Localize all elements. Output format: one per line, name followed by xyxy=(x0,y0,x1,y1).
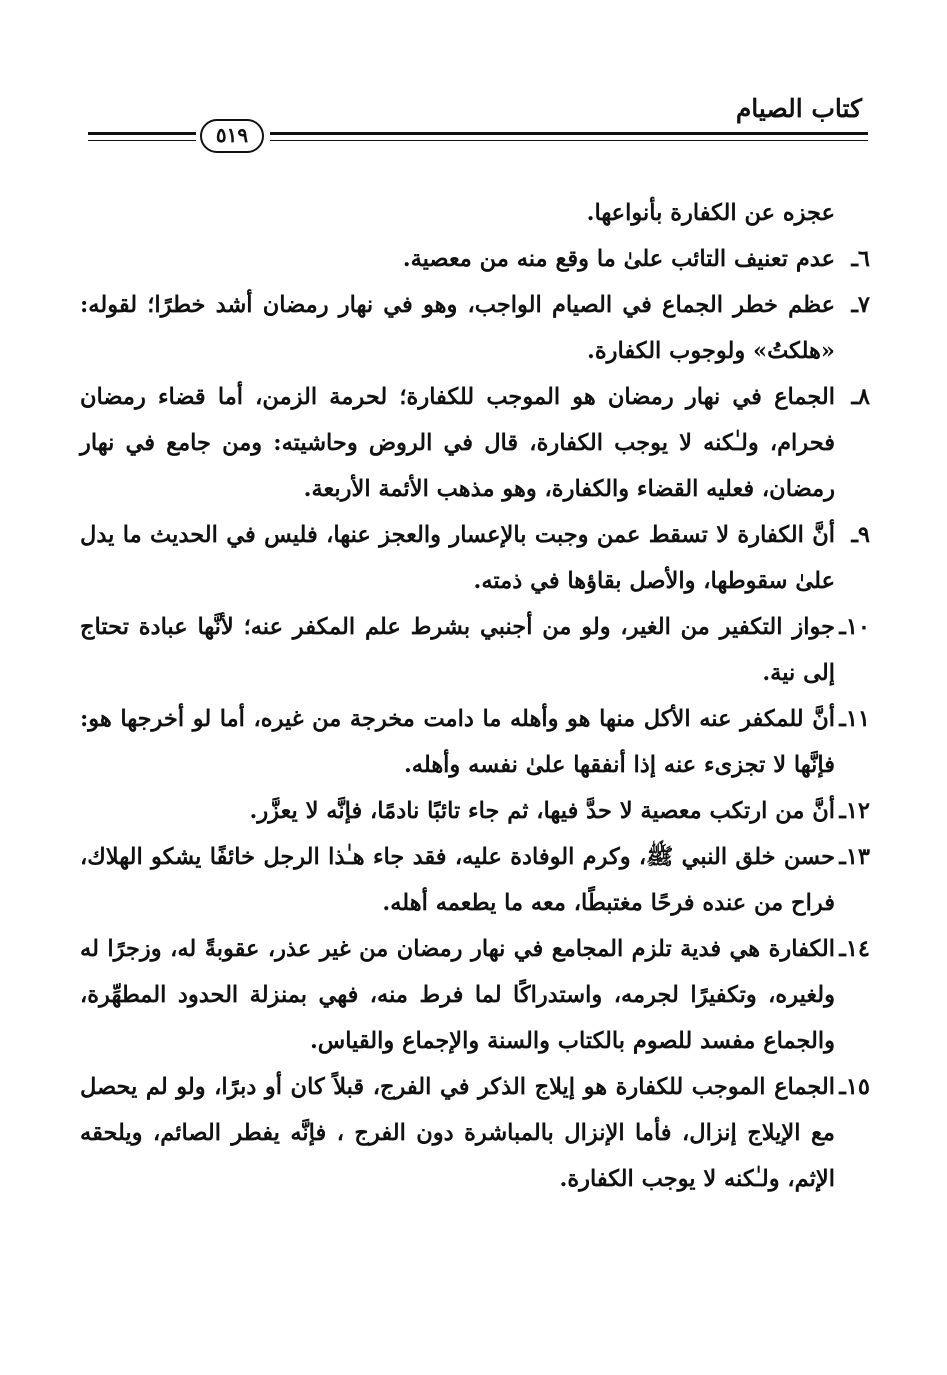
item-text: أنَّ للمكفر عنه الأكل منها هو وأهله ما دامت مخرجة من غيره، أما لو أخرجها هو: فإنَّها لا تجزىء عنه إذا أنفقها علىٰ نفسه وأهله. xyxy=(80,706,835,778)
item-number: ١١ـ xyxy=(839,706,870,732)
list-item xyxy=(80,834,870,926)
list-item xyxy=(80,282,870,374)
item-text: عظم خطر الجماع في الصيام الواجب، وهو في نهار رمضان أشد خطرًا؛ لقوله: «هلكتُ» ولوجوب الكفارة. xyxy=(80,292,835,364)
item-text: الجماع في نهار رمضان هو الموجب للكفارة؛ لحرمة الزمن، أما قضاء رمضان فحرام، ولـٰكنه لا يوجب الكفارة، قال في الروض وحاشيته: ومن جامع في نهار رمضان، فعليه القضاء والكفارة، وهو مذهب الأئمة الأربعة. xyxy=(80,384,835,502)
book-title: كتاب الصيام xyxy=(735,94,862,123)
item-text: أنَّ من ارتكب معصية لا حدَّ فيها، ثم جاء تائبًا نادمًا، فإنَّه لا يعزَّر. xyxy=(249,798,835,824)
item-text: عدم تعنيف التائب علىٰ ما وقع منه من معصية. xyxy=(402,246,835,272)
item-text: حسن خلق النبي ﷺ، وكرم الوفادة عليه، فقد جاء هـٰذا الرجل خائفًا يشكو الهلاك، فراح من عنده فرحًا مغتبطًا، معه ما يطعمه أهله. xyxy=(80,844,835,916)
item-number: ٦ـ xyxy=(851,246,870,272)
item-number: ١٣ـ xyxy=(839,844,870,870)
item-number: ١٤ـ xyxy=(839,936,870,962)
page-header xyxy=(88,88,868,168)
list-item xyxy=(80,604,870,696)
item-number: ٨ـ xyxy=(851,384,870,410)
header-rule-right xyxy=(270,132,868,141)
page-body xyxy=(80,190,870,1202)
item-number: ١٥ـ xyxy=(839,1074,870,1100)
header-rule-left xyxy=(88,132,196,141)
continuation-paragraph: عجزه عن الكفارة بأنواعها. xyxy=(586,200,835,226)
list-item xyxy=(80,374,870,512)
page-number: ٥١٩ xyxy=(200,119,264,153)
list-item xyxy=(80,236,870,282)
item-number: ١٢ـ xyxy=(839,798,870,824)
item-text: أنَّ الكفارة لا تسقط عمن وجبت بالإعسار والعجز عنها، فليس في الحديث ما يدل علىٰ سقوطها، والأصل بقاؤها في ذمته. xyxy=(80,522,835,594)
list-item xyxy=(80,926,870,1064)
list-item xyxy=(80,512,870,604)
item-text: جواز التكفير من الغير، ولو من أجنبي بشرط علم المكفر عنه؛ لأنَّها عبادة تحتاج إلى نية. xyxy=(80,614,835,686)
list-item xyxy=(80,696,870,788)
item-text: الكفارة هي فدية تلزم المجامع في نهار رمضان من غير عذر، عقوبةً له، وزجرًا له ولغيره، وتكفيرًا لجرمه، واستدراكًا لما فرط منه، فهي بمنزلة الحدود المطهِّرة، والجماع مفسد للصوم بالكتاب والسنة والإجماع والقياس. xyxy=(80,936,835,1054)
list-item xyxy=(80,1064,870,1202)
item-number: ٧ـ xyxy=(851,292,870,318)
item-number: ٩ـ xyxy=(851,522,870,548)
item-number: ١٠ـ xyxy=(839,614,870,640)
list-item xyxy=(80,788,870,834)
item-text: الجماع الموجب للكفارة هو إيلاج الذكر في الفرج، قبلاً كان أو دبرًا، ولو لم يحصل مع الإيلاج إنزال، فأما الإنزال بالمباشرة دون الفرج ، فإنَّه يفطر الصائم، ويلحقه الإثم، ولـٰكنه لا يوجب الكفارة. xyxy=(80,1074,835,1192)
